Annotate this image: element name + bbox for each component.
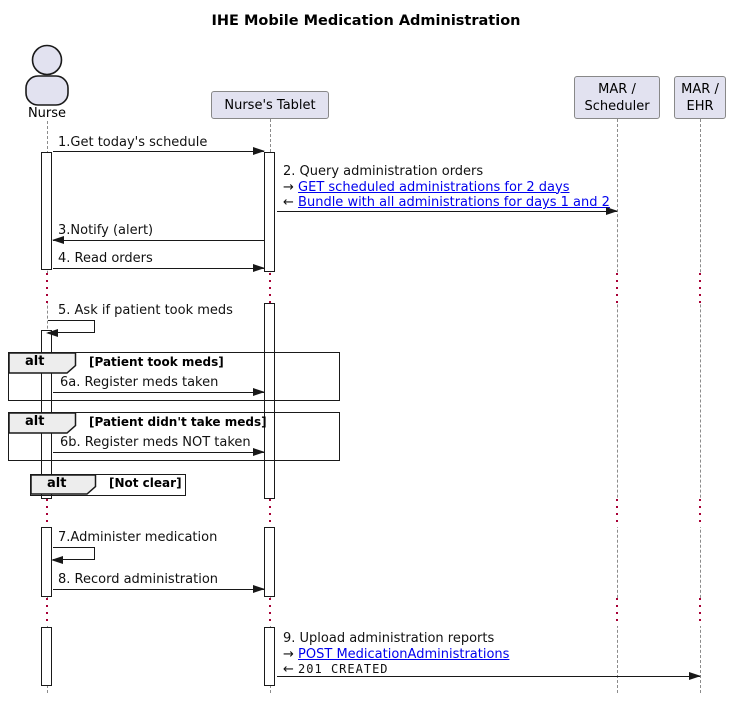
participant-scheduler-line1: MAR / <box>598 81 636 97</box>
arrowhead-right <box>253 264 265 272</box>
message-3-label: 3.Notify (alert) <box>58 223 154 238</box>
message-3-arrow <box>53 240 264 241</box>
arrowhead-right <box>253 388 265 396</box>
alt-keyword: alt <box>47 476 67 491</box>
arrowhead-right <box>253 448 265 456</box>
delay-segment <box>267 499 274 527</box>
message-2-bundle-link[interactable]: Bundle with all administrations for days 1 and 2 <box>298 195 610 210</box>
message-2-title: 2. Query administration orders <box>283 164 484 179</box>
message-1-label: 1.Get today's schedule <box>58 135 208 150</box>
message-2-label <box>283 164 610 211</box>
delay-segment <box>697 598 704 626</box>
response-arrow-icon: ← <box>283 195 294 210</box>
message-6a-label: 6a. Register meds taken <box>60 375 219 390</box>
diagram-title: IHE Mobile Medication Administration <box>211 13 521 29</box>
message-2-arrow <box>277 211 617 212</box>
message-2-get-link[interactable]: GET scheduled administrations for 2 days <box>298 179 570 195</box>
message-4-label: 4. Read orders <box>58 251 153 266</box>
alt-condition: [Patient took meds] <box>89 355 224 369</box>
delay-segment <box>697 273 704 303</box>
participant-ehr <box>674 76 726 119</box>
message-6b-label: 6b. Register meds NOT taken <box>60 435 251 450</box>
delay-segment <box>614 273 621 303</box>
actor-label-nurse: Nurse <box>27 106 67 121</box>
participant-scheduler <box>574 76 660 119</box>
delay-segment <box>44 273 51 303</box>
activation-bar-tablet <box>264 303 275 499</box>
alt-condition: [Patient didn't take meds] <box>89 415 267 429</box>
arrowhead-left <box>51 556 63 564</box>
message-8-label: 8. Record administration <box>58 572 219 587</box>
message-9-post-link[interactable]: POST MedicationAdministrations <box>298 646 510 662</box>
message-9-label <box>283 631 509 678</box>
activation-bar-tablet <box>264 627 275 686</box>
arrowhead-right <box>689 672 701 680</box>
alt-condition: [Not clear] <box>109 476 182 490</box>
participant-tablet <box>211 91 329 119</box>
arrowhead-right <box>606 207 618 215</box>
delay-segment <box>267 273 274 303</box>
delay-segment <box>44 499 51 527</box>
delay-segment <box>614 598 621 626</box>
alt-keyword: alt <box>25 354 45 369</box>
alt-frame-not-clear <box>30 474 186 496</box>
delay-segment <box>614 499 621 527</box>
message-6a-arrow <box>53 392 264 393</box>
delay-segment <box>697 499 704 527</box>
participant-tablet-label: Nurse's Tablet <box>224 97 316 113</box>
alt-keyword: alt <box>25 414 45 429</box>
message-7-self-arrow <box>53 547 95 560</box>
message-9-title: 9. Upload administration reports <box>283 631 495 646</box>
participant-scheduler-line2: Scheduler <box>584 98 650 114</box>
activation-bar-tablet <box>264 152 275 272</box>
request-arrow-icon: → <box>283 646 294 662</box>
request-arrow-icon: → <box>283 179 294 195</box>
delay-segment <box>44 598 51 626</box>
participant-ehr-line2: EHR <box>686 98 714 114</box>
activation-bar-nurse <box>41 627 52 686</box>
message-6b-arrow <box>53 452 264 453</box>
activation-bar-nurse <box>41 152 52 270</box>
participant-ehr-line1: MAR / <box>681 81 719 97</box>
response-arrow-icon: ← <box>283 662 294 677</box>
message-7-label: 7.Administer medication <box>58 530 218 545</box>
message-4-arrow <box>53 268 264 269</box>
message-5-label: 5. Ask if patient took meds <box>58 303 233 318</box>
message-1-arrow <box>53 151 264 152</box>
arrowhead-left <box>52 236 64 244</box>
nurse-actor-icon <box>24 43 70 107</box>
message-9-status: 201 CREATED <box>298 662 389 676</box>
activation-bar-tablet <box>264 527 275 597</box>
message-8-arrow <box>53 589 264 590</box>
delay-segment <box>267 598 274 626</box>
message-5-self-arrow <box>48 320 95 333</box>
arrowhead-right <box>253 147 265 155</box>
arrowhead-left <box>46 329 58 337</box>
message-9-arrow <box>277 676 700 677</box>
arrowhead-right <box>253 585 265 593</box>
